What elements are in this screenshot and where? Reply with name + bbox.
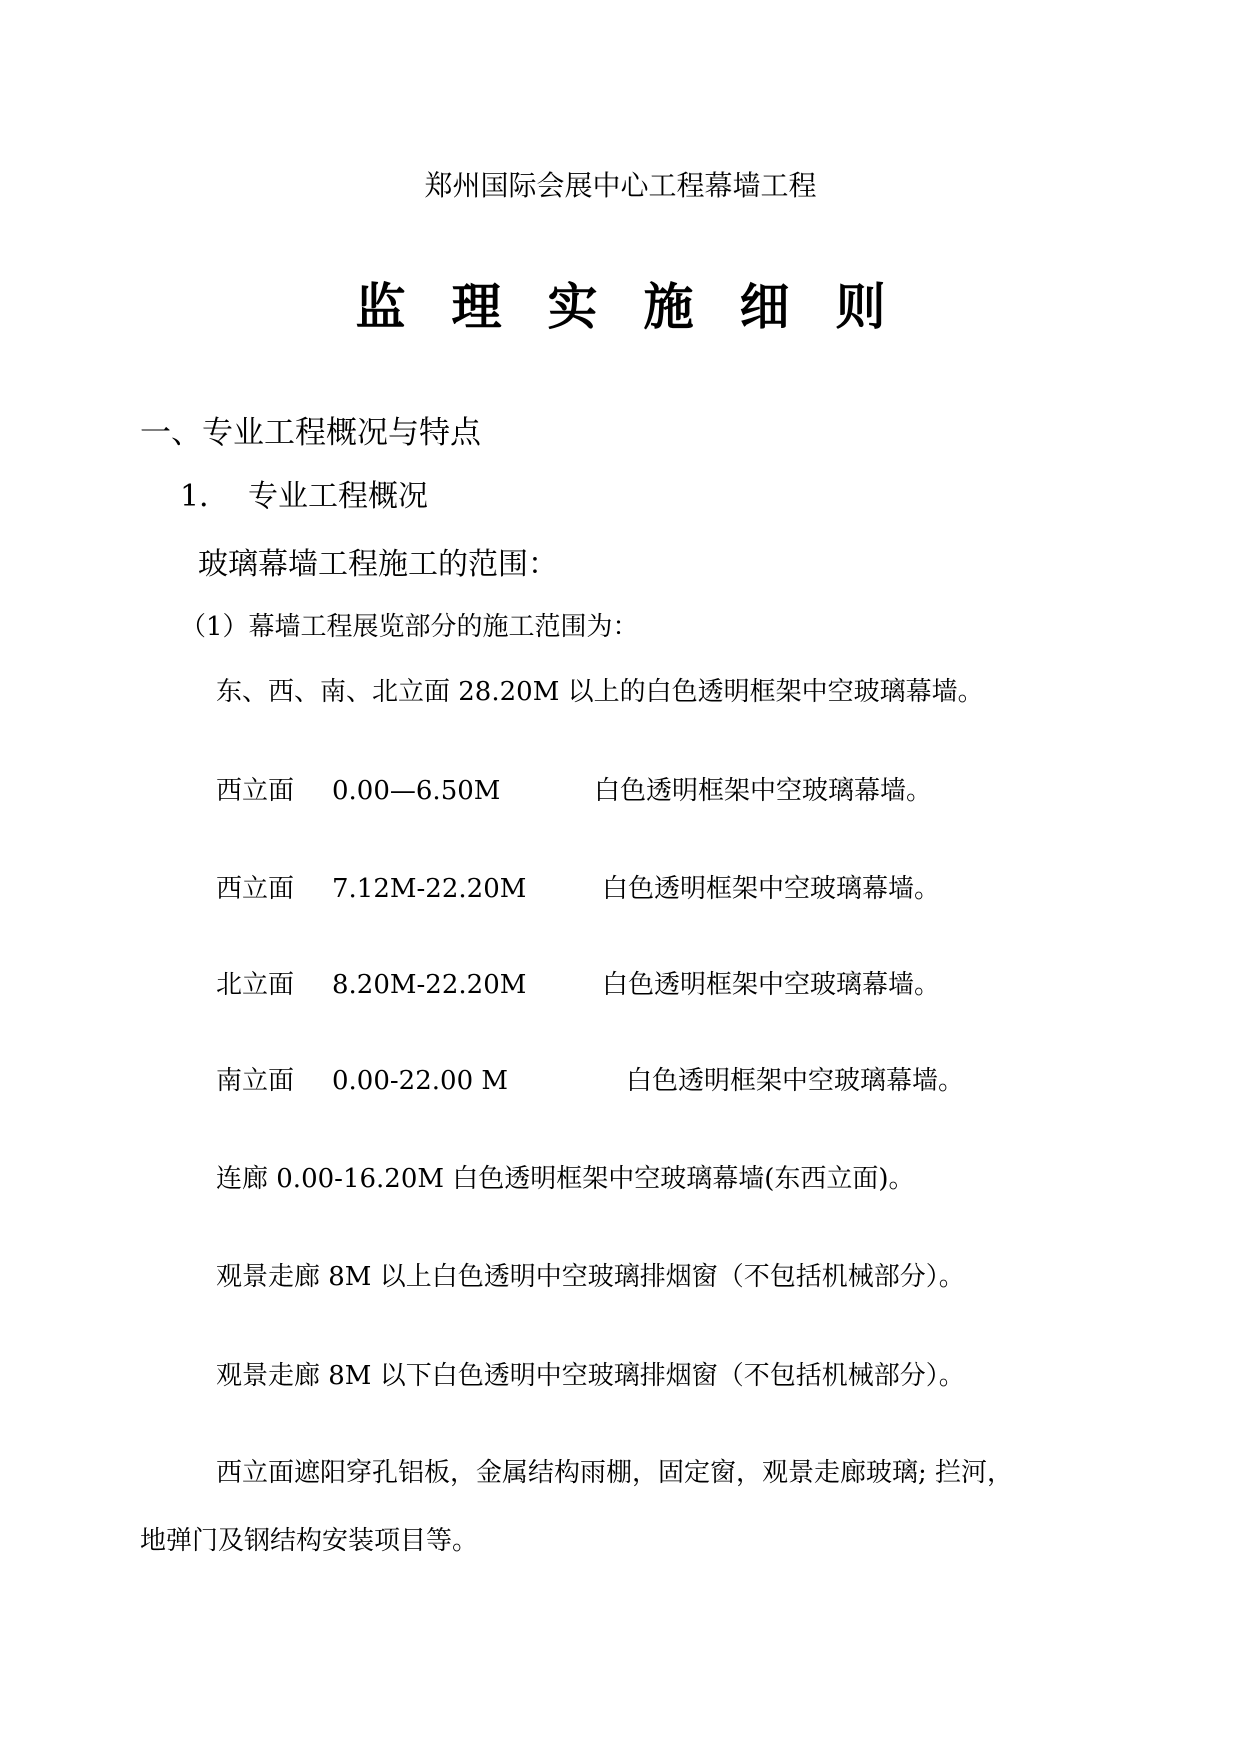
range-description: 白色透明框架中空玻璃幕墙。 [602, 874, 941, 904]
document-title-char: 细 [739, 278, 790, 336]
elevations-paragraph: 东、西、南、北立面 28.20M 以上的白色透明框架中空玻璃幕墙。 [216, 677, 984, 707]
view-corridor-below-paragraph: 观景走廊 8M 以下白色透明中空玻璃排烟窗（不包括机械部分）。 [216, 1361, 965, 1391]
subsection-heading [180, 479, 428, 514]
document-title-char: 监 [355, 278, 406, 336]
corridor-paragraph: 连廊 0.00-16.20M 白色透明框架中空玻璃幕墙(东西立面)。 [216, 1164, 915, 1194]
subsection-title: 专业工程概况 [248, 479, 428, 514]
document-title-char: 施 [643, 278, 694, 336]
range-description: 白色透明框架中空玻璃幕墙。 [602, 970, 941, 1000]
view-corridor-above-paragraph: 观景走廊 8M 以上白色透明中空玻璃排烟窗（不包括机械部分）。 [216, 1262, 965, 1292]
document-title [0, 278, 1241, 336]
item-1-paragraph: （1）幕墙工程展览部分的施工范围为： [180, 612, 639, 642]
range-height: 7.12M-22.20M [332, 874, 527, 904]
range-face: 南立面 [216, 1066, 295, 1096]
west-facade-paragraph-line-2: 地弹门及钢结构安装项目等。 [140, 1526, 479, 1556]
subsection-number: 1． [180, 479, 230, 514]
scope-heading: 玻璃幕墙工程施工的范围： [198, 547, 558, 582]
west-facade-paragraph-line-1: 西立面遮阳穿孔铝板，金属结构雨棚，固定窗，观景走廊玻璃; 拦河， [216, 1458, 1014, 1488]
section-heading: 一、专业工程概况与特点 [140, 415, 481, 451]
range-face: 北立面 [216, 970, 295, 1000]
document-title-char: 则 [835, 278, 886, 336]
range-height: 0.00—6.50M [332, 776, 501, 806]
range-face: 西立面 [216, 776, 295, 806]
range-face: 西立面 [216, 874, 295, 904]
range-height: 8.20M-22.20M [332, 970, 527, 1000]
range-description: 白色透明框架中空玻璃幕墙。 [594, 776, 933, 806]
range-height: 0.00-22.00 M [332, 1066, 508, 1096]
document-title-char: 实 [547, 278, 598, 336]
project-title: 郑州国际会展中心工程幕墙工程 [424, 169, 817, 202]
document-title-char: 理 [451, 278, 502, 336]
range-description: 白色透明框架中空玻璃幕墙。 [626, 1066, 965, 1096]
